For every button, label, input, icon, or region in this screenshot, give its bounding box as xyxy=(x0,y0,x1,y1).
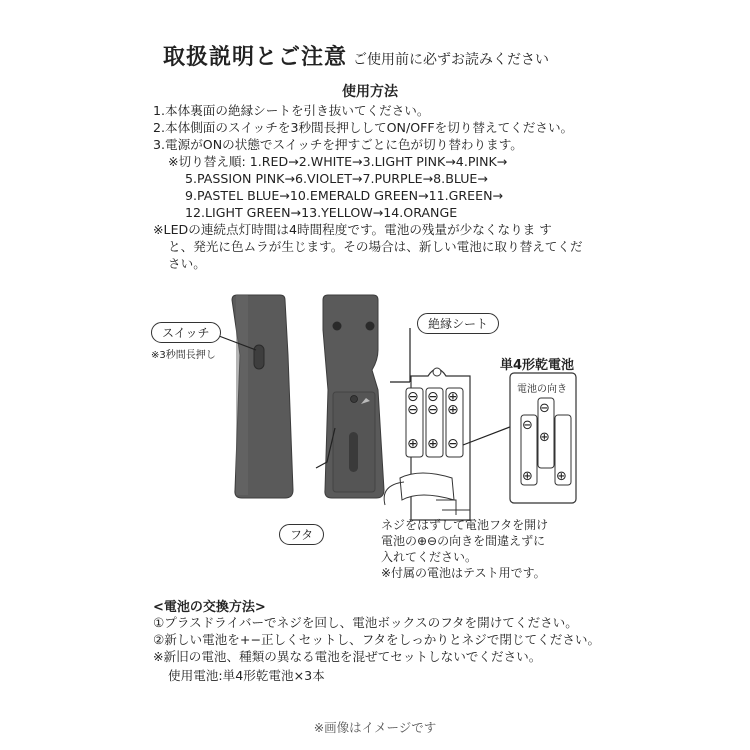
title-text: 取扱説明とご注意 xyxy=(163,45,348,70)
switch-button xyxy=(254,345,264,369)
color-order-line-2: 5.PASSION PINK→6.VIOLET→7.PURPLE→8.BLUE→ xyxy=(185,171,488,186)
minus-icon: ⊖ xyxy=(522,418,533,433)
battery-instruction-1: ネジをはずして電池フタを開け xyxy=(381,518,549,532)
battery-direction-label: 電池の向き xyxy=(517,384,567,395)
battery-compartment xyxy=(384,328,470,520)
insulation-sheet-label: 絶縁シート xyxy=(417,313,499,334)
plus-icon: ⊕ xyxy=(522,469,533,484)
plus-icon: ⊕ xyxy=(539,430,550,445)
battery-used-line: 使用電池:単4形乾電池×3本 xyxy=(168,668,325,683)
minus-icon: ⊖ xyxy=(539,401,550,416)
usage-line-3: 3.電源がONの状態でスイッチを押すごとに色が切り替わります。 xyxy=(153,137,523,152)
color-order-line-1: ※切り替え順: 1.RED→2.WHITE→3.LIGHT PINK→4.PINK→ xyxy=(168,154,508,169)
usage-line-1: 1.本体裏面の絶縁シートを引き抜いてください。 xyxy=(153,103,430,118)
screw-icon xyxy=(351,396,358,403)
led-note-line-2: と、発光に色ムラが生じます。その場合は、新しい電池に取り替えてくだ xyxy=(168,239,583,254)
battery-replace-line-2: ②新しい電池を+−正しくセットし、フタをしっかりとネジで閉じてください。 xyxy=(153,632,601,647)
led-note-line-3: さい。 xyxy=(168,256,206,271)
plus-icon: ⊕ xyxy=(447,389,459,405)
color-order-line-3: 9.PASTEL BLUE→10.EMERALD GREEN→11.GREEN→ xyxy=(185,188,504,203)
battery-replace-heading: <電池の交換方法> xyxy=(153,600,266,615)
plus-icon: ⊕ xyxy=(447,402,459,418)
minus-icon: ⊖ xyxy=(427,389,439,405)
penlight-side-view xyxy=(219,295,293,498)
battery-instruction-4: ※付属の電池はテスト用です。 xyxy=(381,566,546,580)
plus-icon: ⊕ xyxy=(427,436,439,452)
usage-heading: 使用方法 xyxy=(342,84,398,100)
battery-instruction-2: 電池の⊕⊖の向きを間違えずに xyxy=(381,534,546,548)
minus-icon: ⊖ xyxy=(427,402,439,418)
minus-icon: ⊖ xyxy=(407,402,419,418)
battery-replace-line-1: ①プラスドライバーでネジを回し、電池ボックスのフタを開けてください。 xyxy=(153,615,578,630)
color-order-line-4: 12.LIGHT GREEN→13.YELLOW→14.ORANGE xyxy=(185,205,458,220)
plus-icon: ⊕ xyxy=(407,436,419,452)
switch-note: ※3秒間長押し xyxy=(151,350,216,361)
cover-label: フタ xyxy=(279,524,324,545)
subtitle-text: ご使用前に必ずお読みください xyxy=(353,52,550,68)
plus-icon: ⊕ xyxy=(556,469,567,484)
minus-icon: ⊖ xyxy=(407,389,419,405)
usage-line-2: 2.本体側面のスイッチを3秒間長押ししてON/OFFを切り替えてください。 xyxy=(153,120,574,135)
penlight-back-view xyxy=(316,295,384,498)
switch-label: スイッチ xyxy=(151,322,221,343)
led-note-line-1: ※LEDの連続点灯時間は4時間程度です。電池の残量が少なくなりま す xyxy=(153,222,552,237)
battery-instruction-3: 入れてください。 xyxy=(381,550,478,564)
minus-icon: ⊖ xyxy=(447,436,459,452)
battery-replace-line-3: ※新旧の電池、種類の異なる電池を混ぜてセットしないでください。 xyxy=(153,649,542,664)
battery-type-label: 単4形乾電池 xyxy=(500,358,575,373)
image-note: ※画像はイメージです xyxy=(313,720,437,735)
